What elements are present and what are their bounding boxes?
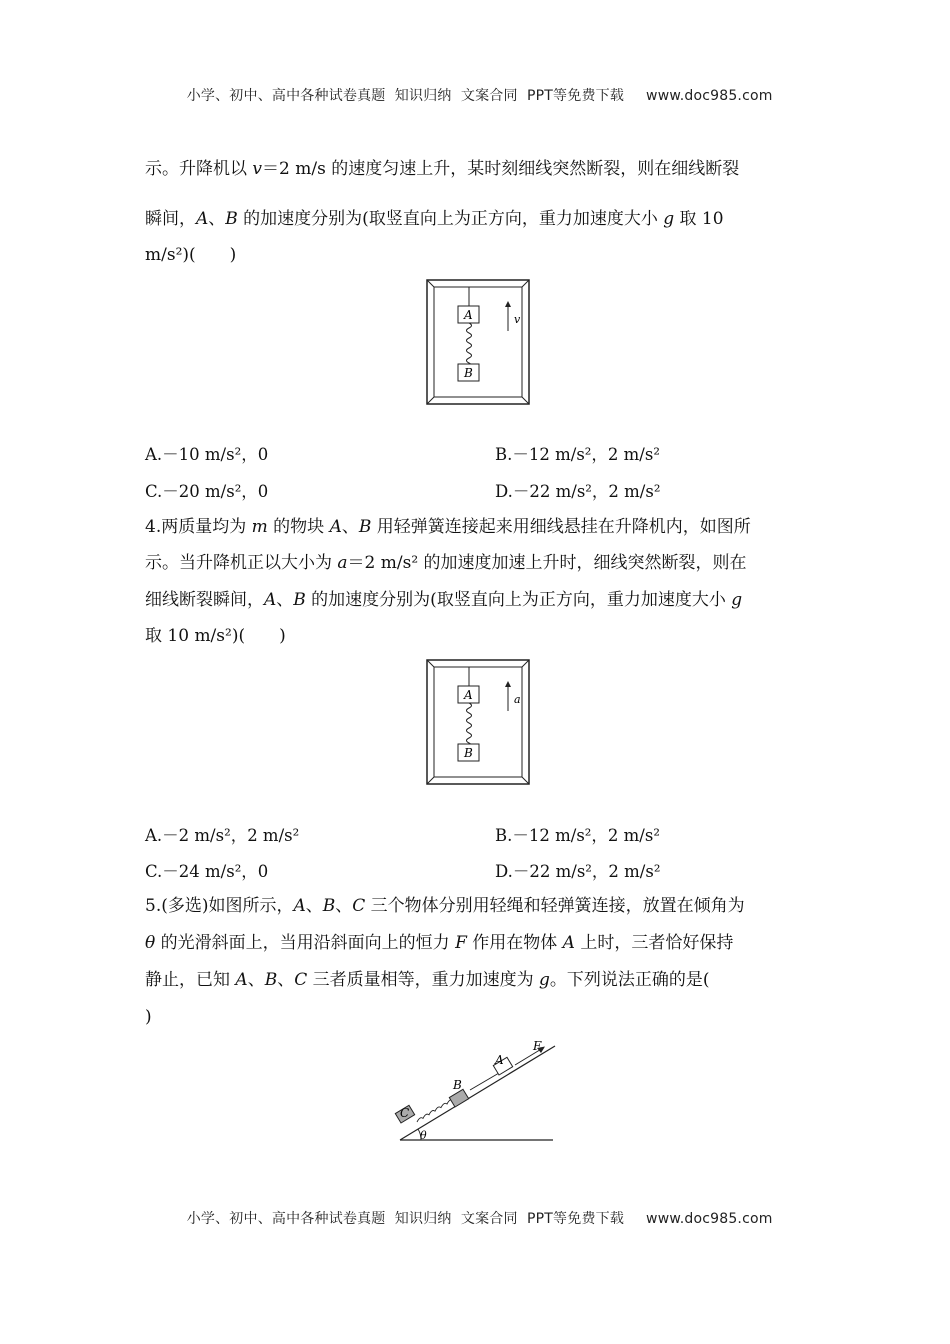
label-a: A bbox=[495, 1053, 504, 1067]
q3-line-3: m/s²)( ) bbox=[145, 245, 237, 265]
page-header bbox=[0, 69, 950, 105]
header-text: 小学、初中、高中各种试卷真题 知识归纳 文案合同 PPT等免费下载 bbox=[186, 88, 625, 104]
footer-url[interactable]: www.doc985.com bbox=[646, 1211, 773, 1227]
q4-option-b[interactable]: B.－12 m/s²，2 m/s² bbox=[495, 826, 660, 845]
arrow-label: v bbox=[514, 313, 521, 326]
q4-elevator-figure bbox=[426, 659, 536, 787]
label-b: B bbox=[464, 366, 473, 380]
page-footer bbox=[0, 1192, 950, 1228]
spring bbox=[467, 323, 472, 368]
q5-line-3: 静止，已知 A、B、C 三者质量相等，重力加速度为 g。下列说法正确的是( bbox=[145, 970, 710, 990]
rope bbox=[470, 1073, 499, 1090]
q3-option-c[interactable]: C.－20 m/s²，0 bbox=[145, 482, 269, 501]
q5-line-4: ) bbox=[145, 1007, 152, 1027]
arrow-up-icon bbox=[505, 681, 511, 687]
label-theta: θ bbox=[420, 1129, 427, 1142]
q4-line-1: 4.两质量均为 m 的物块 A、B 用轻弹簧连接起来用细线悬挂在升降机内，如图所 bbox=[145, 517, 751, 537]
arrow-up-icon bbox=[505, 301, 511, 307]
q4-option-a[interactable]: A.－2 m/s²，2 m/s² bbox=[145, 826, 300, 845]
q4-option-c[interactable]: C.－24 m/s²，0 bbox=[145, 862, 269, 881]
q4-line-2: 示。当升降机正以大小为 a＝2 m/s² 的加速度加速上升时，细线突然断裂，则在 bbox=[145, 553, 747, 573]
arrow-label: a bbox=[514, 693, 521, 706]
q4-line-4: 取 10 m/s²)( ) bbox=[145, 626, 286, 646]
q3-option-d[interactable]: D.－22 m/s²，2 m/s² bbox=[495, 482, 661, 501]
q5-line-2: θ 的光滑斜面上，当用沿斜面向上的恒力 F 作用在物体 A 上时，三者恰好保持 bbox=[145, 933, 734, 953]
label-a: A bbox=[464, 688, 473, 702]
label-b: B bbox=[453, 1078, 462, 1092]
q5-line-1: 5.(多选)如图所示，A、B、C 三个物体分别用轻绳和轻弹簧连接，放置在倾角为 bbox=[145, 896, 745, 916]
spring bbox=[467, 703, 472, 748]
incline-surface bbox=[400, 1046, 555, 1140]
q3-elevator-figure bbox=[426, 279, 536, 407]
header-url[interactable]: www.doc985.com bbox=[646, 88, 773, 104]
q3-option-b[interactable]: B.－12 m/s²，2 m/s² bbox=[495, 445, 660, 464]
q4-option-d[interactable]: D.－22 m/s²，2 m/s² bbox=[495, 862, 661, 881]
q4-line-3: 细线断裂瞬间，A、B 的加速度分别为(取竖直向上为正方向，重力加速度大小 g bbox=[145, 590, 743, 610]
footer-text: 小学、初中、高中各种试卷真题 知识归纳 文案合同 PPT等免费下载 bbox=[186, 1211, 625, 1227]
label-c: C bbox=[400, 1106, 410, 1120]
label-a: A bbox=[464, 308, 473, 322]
q5-incline-figure bbox=[395, 1038, 560, 1146]
label-f: F bbox=[533, 1039, 542, 1053]
q3-line-2: 瞬间，A、B 的加速度分别为(取竖直向上为正方向，重力加速度大小 g 取 10 bbox=[145, 209, 724, 229]
q3-option-a[interactable]: A.－10 m/s²，0 bbox=[145, 445, 269, 464]
label-b: B bbox=[464, 746, 473, 760]
q3-line-1: 示。升降机以 v＝2 m/s 的速度匀速上升，某时刻细线突然断裂，则在细线断裂 bbox=[145, 159, 740, 179]
